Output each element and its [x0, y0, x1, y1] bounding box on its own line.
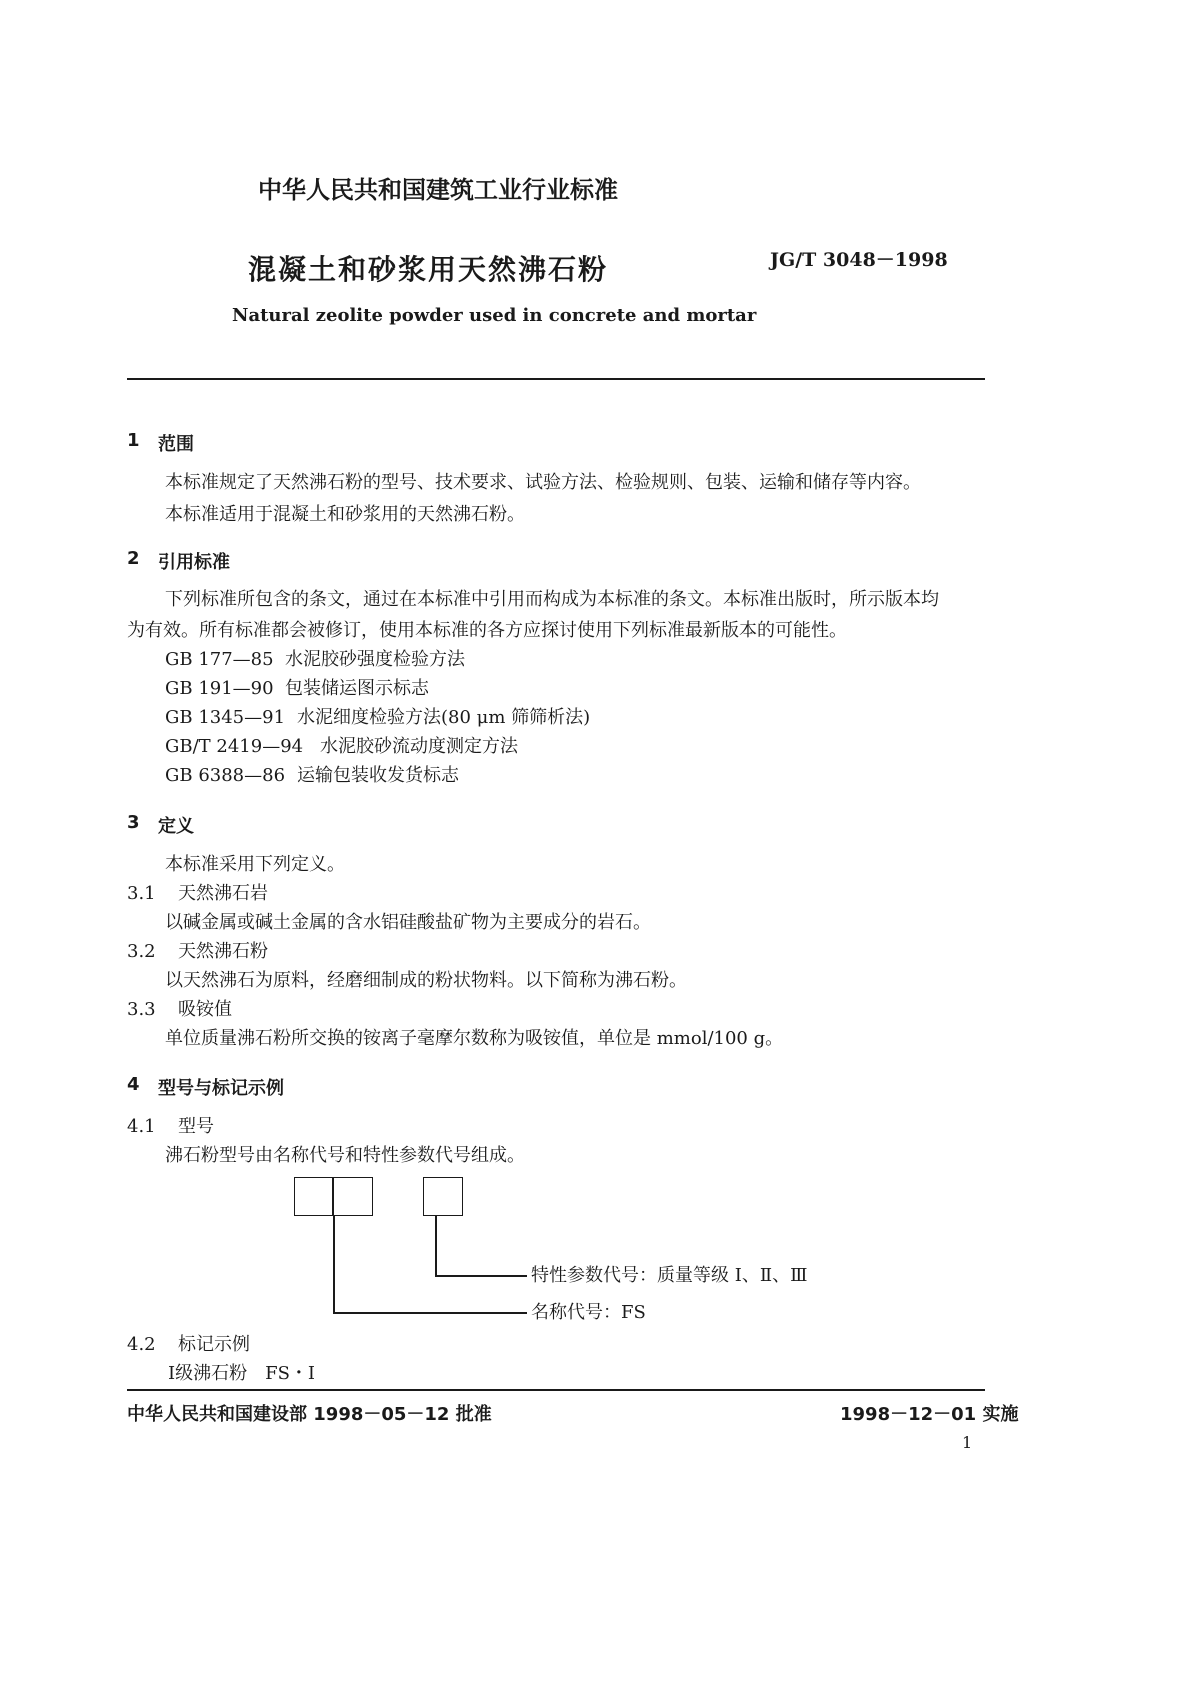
designation-example: Ⅰ级沸石粉 FS・Ⅰ [168, 1363, 316, 1384]
definition-text: 以碱金属或碱土金属的含水铝硅酸盐矿物为主要成分的岩石。 [165, 912, 651, 933]
leader-line-name-vertical [333, 1215, 335, 1313]
definition-term: 天然沸石岩 [178, 883, 268, 904]
ref-code: GB/T 2419—94 [165, 736, 304, 757]
ref-code: GB 1345—91 [165, 707, 286, 728]
subsection-4-1-text: 沸石粉型号由名称代号和特性参数代号组成。 [165, 1145, 525, 1166]
designation-box-name-1 [294, 1177, 334, 1216]
designation-box-grade [423, 1177, 463, 1216]
ref-code: GB 177—85 [165, 649, 274, 670]
leader-line-grade-horizontal [435, 1275, 527, 1277]
section-1-para-2: 本标准适用于混凝土和砂浆用的天然沸石粉。 [165, 504, 525, 525]
definition-text: 单位质量沸石粉所交换的铵离子毫摩尔数称为吸铵值，单位是 mmol/100 g。 [165, 1028, 784, 1049]
definition-text: 以天然沸石为原料，经磨细制成的粉状物料。以下简称为沸石粉。 [165, 970, 687, 991]
subsection-4-2-number: 4.2 [127, 1334, 156, 1355]
section-2-para-line-1: 下列标准所包含的条文，通过在本标准中引用而构成为本标准的条文。本标准出版时，所示版本均 [165, 589, 939, 610]
definition-term: 吸铵值 [178, 999, 232, 1020]
section-3-title: 定义 [158, 816, 194, 837]
diagram-label-grade: 特性参数代号：质量等级 Ⅰ、Ⅱ、Ⅲ [531, 1265, 808, 1286]
effective-date: 1998－12－01 实施 [840, 1404, 1019, 1425]
issuing-authority: 中华人民共和国建筑工业行业标准 [258, 176, 618, 204]
section-2-para-line-2: 为有效。所有标准都会被修订，使用本标准的各方应探讨使用下列标准最新版本的可能性。 [127, 620, 847, 641]
leader-line-grade-vertical [435, 1215, 437, 1276]
ref-code: GB 6388—86 [165, 765, 286, 786]
ref-name: 水泥细度检验方法(80 μm 筛筛析法) [297, 707, 591, 728]
subsection-4-2-title: 标记示例 [178, 1334, 250, 1355]
page-number: 1 [962, 1433, 973, 1452]
section-1-number: 1 [127, 430, 140, 451]
diagram-label-name: 名称代号：FS [531, 1302, 646, 1323]
leader-line-name-horizontal [333, 1312, 527, 1314]
section-3-number: 3 [127, 812, 140, 833]
standard-code: JG/T 3048－1998 [770, 249, 948, 271]
section-2-title: 引用标准 [158, 552, 230, 573]
definition-term: 天然沸石粉 [178, 941, 268, 962]
header-divider [127, 378, 985, 380]
section-1-title: 范围 [158, 434, 194, 455]
document-title-en: Natural zeolite powder used in concrete and mortar [232, 305, 757, 326]
ref-name: 水泥胶砂强度检验方法 [285, 649, 465, 670]
section-4-title: 型号与标记示例 [158, 1078, 284, 1099]
subsection-4-1-number: 4.1 [127, 1116, 156, 1137]
subsection-4-1-title: 型号 [178, 1116, 214, 1137]
document-title-cn: 混凝土和砂浆用天然沸石粉 [248, 253, 609, 286]
section-4-number: 4 [127, 1074, 140, 1095]
section-2-number: 2 [127, 548, 140, 569]
definition-number: 3.2 [127, 941, 156, 962]
designation-box-name-2 [332, 1177, 373, 1216]
section-1-para-1: 本标准规定了天然沸石粉的型号、技术要求、试验方法、检验规则、包装、运输和储存等内容。 [165, 472, 921, 493]
definition-number: 3.1 [127, 883, 156, 904]
section-3-intro: 本标准采用下列定义。 [165, 854, 345, 875]
ref-name: 水泥胶砂流动度测定方法 [320, 736, 518, 757]
footer-divider [127, 1389, 985, 1391]
approval-statement: 中华人民共和国建设部 1998－05－12 批准 [127, 1404, 492, 1425]
ref-name: 包装储运图示标志 [285, 678, 429, 699]
definition-number: 3.3 [127, 999, 156, 1020]
ref-name: 运输包装收发货标志 [297, 765, 459, 786]
ref-code: GB 191—90 [165, 678, 274, 699]
